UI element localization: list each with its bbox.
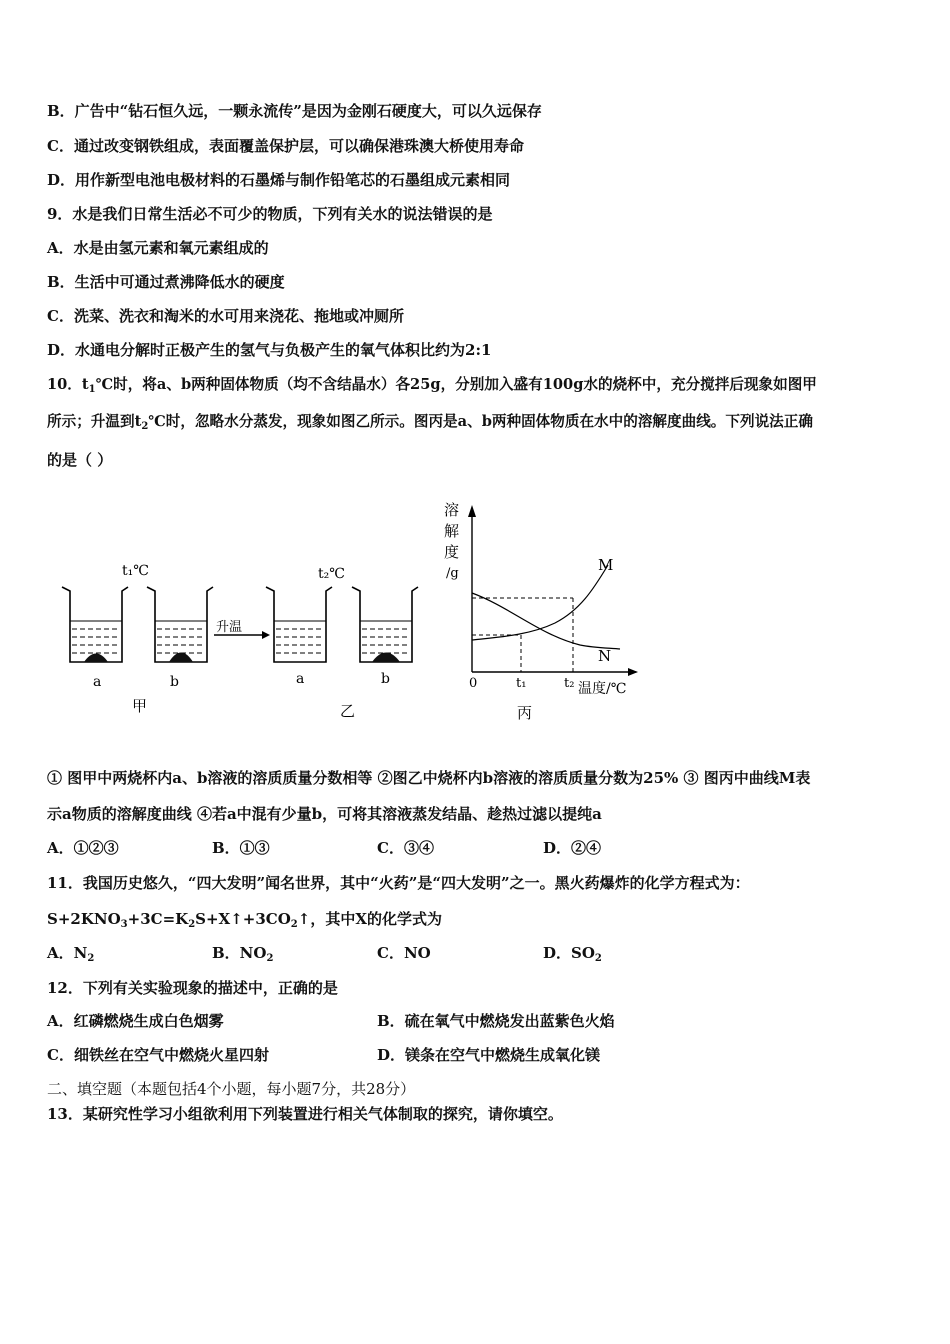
q10-figure (40, 495, 660, 730)
y-axis-label-4: /g (446, 566, 459, 581)
q10-option-a: A．①②③ (47, 839, 119, 857)
y-axis-label-1: 溶 (444, 501, 460, 519)
q11-stem: 11．我国历史悠久，“四大发明”闻名世界，其中“火药”是“四大发明”之一。黑火药爆炸的化学方程式为： (47, 874, 750, 892)
solubility-graph (468, 505, 638, 676)
beaker-a2-label: a (296, 671, 305, 687)
q9-option-c: C．洗菜、洗衣和淘米的水可用来浇花、拖地或冲厕所 (47, 307, 404, 325)
q9-option-b: B．生活中可通过煮沸降低水的硬度 (47, 273, 285, 291)
t2-label: t₂℃ (318, 566, 345, 582)
q11-equation: $S+2KNO_3+3C=K_2S+X↑+3CO_2↑$，其中X的化学式为 (47, 910, 442, 930)
q8-option-d: D．用作新型电池电极材料的石墨烯与制作铅笔芯的石墨组成元素相同 (47, 171, 511, 189)
q12-option-d: D．镁条在空气中燃烧生成氧化镁 (377, 1046, 601, 1064)
q10-statements-line1: ① 图甲中两烧杯内a、b溶液的溶质质量分数相等 ②图乙中烧杯内b溶液的溶质质量分数为25% ③ 图丙中曲线M表 (47, 769, 811, 787)
beaker-a-yi (266, 587, 332, 662)
beaker-b-jia (147, 587, 213, 662)
t1-label: t₁℃ (122, 563, 149, 579)
section-2-heading: 二、填空题（本题包括4个小题，每小题7分，共28分） (47, 1080, 416, 1098)
caption-yi: 乙 (340, 702, 356, 720)
beaker-b-yi (352, 587, 418, 662)
beaker-b2-label: b (381, 671, 390, 687)
q8-option-c: C．通过改变钢铁组成，表面覆盖保护层，可以确保港珠澳大桥使用寿命 (47, 137, 524, 155)
caption-bing: 丙 (517, 704, 533, 722)
x-axis-label: 温度/℃ (578, 681, 627, 697)
q10-stem-line1: 10．$t_1℃$时，将a、b两种固体物质（均不含结晶水）各25g，分别加入盛有100g水的烧杯中，充分搅拌后现象如图甲 (47, 376, 817, 395)
q11-option-b: B．$NO_2$ (212, 944, 274, 964)
q10-option-c: C．③④ (377, 839, 434, 857)
tick-t2-label: t₂ (564, 676, 575, 691)
q10-statements-line2: 示a物质的溶解度曲线 ④若a中混有少量b，可将其溶液蒸发结晶、趁热过滤以提纯a (47, 805, 602, 823)
q10-stem-line2: 所示；升温到$t_2℃$时，忽略水分蒸发，现象如图乙所示。图丙是a、b两种固体物质在水中的溶解度曲线。下列说法正确 (47, 413, 813, 432)
beaker-b-label: b (170, 674, 179, 690)
q10-stem-line3: 的是（ ） (47, 451, 113, 469)
q10-option-b: B．①③ (212, 839, 270, 857)
y-axis-label-2: 解 (444, 522, 460, 540)
q8-option-b: B．广告中“钻石恒久远，一颗永流传”是因为金刚石硬度大，可以久远保存 (47, 102, 542, 120)
curve-n-label: N (598, 647, 612, 665)
curve-m-label: M (598, 556, 614, 574)
q11-option-c: C．NO (377, 944, 431, 962)
beaker-a-label: a (93, 674, 102, 690)
curve-n (472, 593, 620, 649)
caption-jia: 甲 (132, 697, 148, 715)
q10-option-d: D．②④ (543, 839, 602, 857)
origin-label: 0 (469, 676, 478, 691)
q13-stem: 13．某研究性学习小组欲利用下列装置进行相关气体制取的探究，请你填空。 (47, 1105, 563, 1123)
q9-option-d: D．水通电分解时正极产生的氢气与负极产生的氧气体积比约为2:1 (47, 341, 492, 359)
q11-option-a: A．$N_2$ (47, 944, 95, 964)
q12-stem: 12．下列有关实验现象的描述中，正确的是 (47, 979, 338, 997)
tick-t1-label: t₁ (516, 676, 527, 691)
q12-option-c: C．细铁丝在空气中燃烧火星四射 (47, 1046, 269, 1064)
q9-option-a: A．水是由氢元素和氧元素组成的 (47, 239, 269, 257)
q11-option-d: D．$SO_2$ (543, 944, 602, 964)
beaker-a-jia (62, 587, 128, 662)
y-axis-label-3: 度 (444, 543, 460, 561)
q9-stem: 9．水是我们日常生活必不可少的物质，下列有关水的说法错误的是 (47, 205, 493, 223)
q12-option-a: A．红磷燃烧生成白色烟雾 (47, 1012, 224, 1030)
heat-label: 升温 (216, 620, 243, 635)
q12-option-b: B．硫在氧气中燃烧发出蓝紫色火焰 (377, 1012, 615, 1030)
